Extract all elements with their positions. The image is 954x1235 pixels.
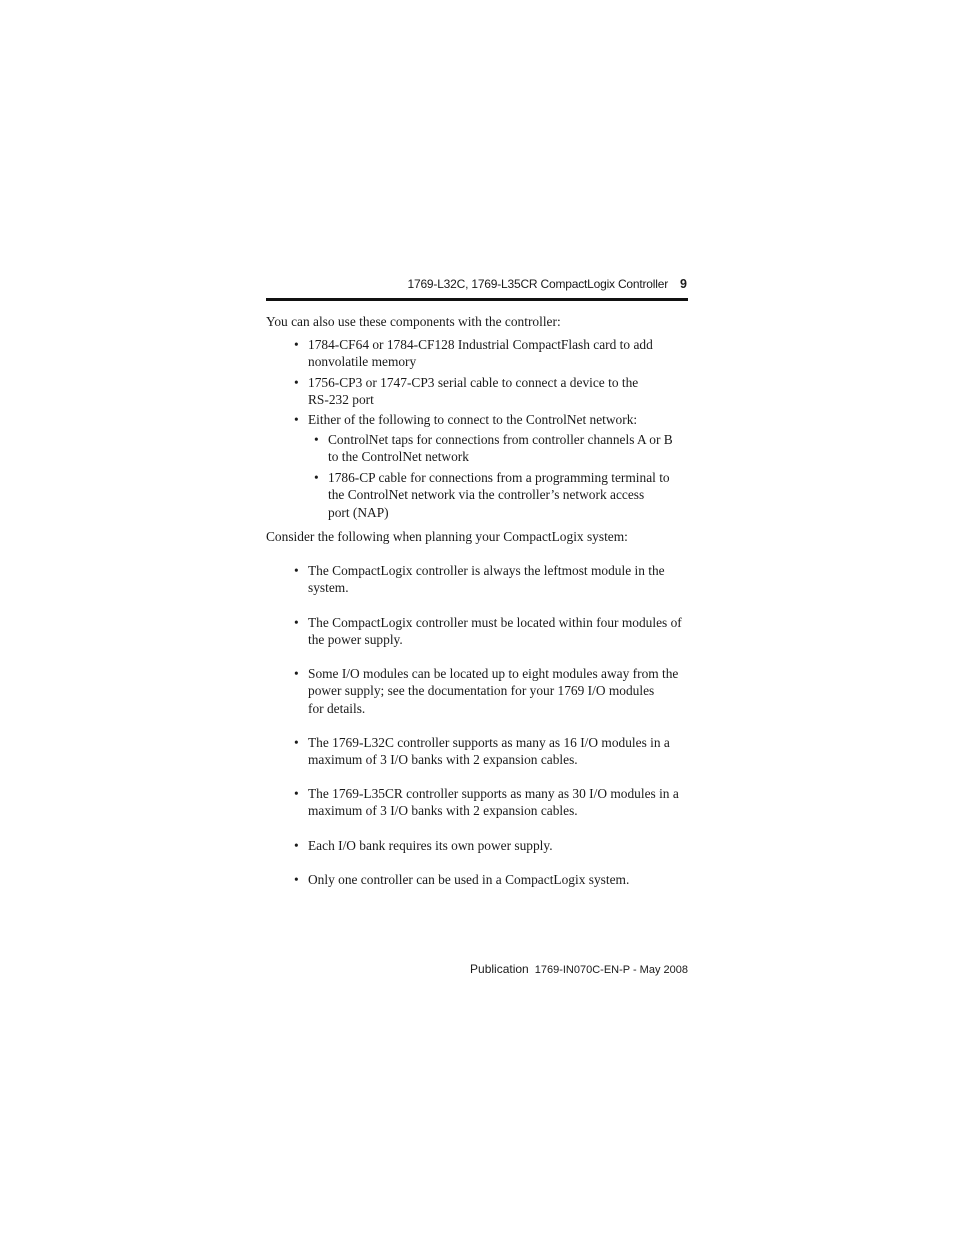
list-item-line: 1756-CP3 or 1747-CP3 serial cable to connect a device to the: [308, 375, 639, 390]
list-item-line: maximum of 3 I/O banks with 2 expansion cables.: [308, 803, 578, 819]
publication-footer: [470, 962, 688, 976]
header-rule: [266, 298, 688, 301]
running-header-title: 1769-L32C, 1769-L35CR CompactLogix Controller: [407, 277, 668, 291]
list-item-line: RS-232 port: [308, 392, 374, 408]
bullet-icon: •: [294, 838, 299, 853]
list-item-line: ControlNet taps for connections from controller channels A or B: [328, 432, 673, 447]
bullet-icon: •: [294, 412, 299, 427]
list-item-line: Only one controller can be used in a CompactLogix system.: [308, 872, 630, 887]
bullet-icon: •: [314, 470, 319, 485]
list-item-line: The CompactLogix controller is always the leftmost module in the: [308, 563, 665, 578]
sub-list-item: [314, 469, 692, 521]
list-item-line: nonvolatile memory: [308, 354, 417, 370]
list-item-line: port (NAP): [328, 504, 389, 520]
planning-intro: Consider the following when planning your CompactLogix system:: [266, 529, 628, 544]
list-item-line: to the ControlNet network: [328, 449, 469, 465]
bullet-icon: •: [294, 615, 299, 630]
list-item: [294, 562, 692, 597]
list-item-line: Some I/O modules can be located up to eight modules away from the: [308, 666, 679, 681]
bullet-icon: •: [294, 786, 299, 801]
list-item: [294, 665, 692, 717]
list-item: [294, 837, 692, 854]
list-item-line: maximum of 3 I/O banks with 2 expansion cables.: [308, 752, 578, 768]
list-item: [294, 374, 692, 409]
list-item: [294, 871, 692, 888]
page-number: 9: [680, 277, 687, 291]
list-item-line: the ControlNet network via the controller’s network access: [328, 487, 645, 503]
bullet-icon: •: [294, 337, 299, 352]
list-item: [294, 336, 692, 371]
list-item: [294, 734, 692, 769]
list-item: [294, 411, 692, 428]
bullet-icon: •: [314, 432, 319, 447]
list-item-line: Each I/O bank requires its own power supply.: [308, 838, 553, 853]
list-item-line: power supply; see the documentation for your 1769 I/O modules: [308, 683, 655, 699]
bullet-icon: •: [294, 735, 299, 750]
sub-list-item: [314, 431, 692, 466]
list-item-line: system.: [308, 580, 349, 596]
publication-label: Publication: [470, 962, 529, 976]
list-item-line: 1786-CP cable for connections from a programming terminal to: [328, 470, 670, 485]
bullet-icon: •: [294, 872, 299, 887]
bullet-icon: •: [294, 375, 299, 390]
components-intro: You can also use these components with the controller:: [266, 314, 561, 329]
list-item-line: 1784-CF64 or 1784-CF128 Industrial CompactFlash card to add: [308, 337, 653, 352]
list-item-line: for details.: [308, 700, 366, 716]
list-item: [294, 614, 692, 649]
list-item-line: the power supply.: [308, 632, 403, 648]
list-item-line: The CompactLogix controller must be located within four modules of: [308, 615, 682, 630]
bullet-icon: •: [294, 563, 299, 578]
bullet-icon: •: [294, 666, 299, 681]
list-item: [294, 785, 692, 820]
list-item-line: The 1769-L35CR controller supports as many as 30 I/O modules in a: [308, 786, 679, 801]
publication-number: 1769-IN070C-EN-P - May 2008: [534, 964, 688, 976]
list-item-line: The 1769-L32C controller supports as many as 16 I/O modules in a: [308, 735, 670, 750]
list-item-line: Either of the following to connect to the ControlNet network:: [308, 412, 638, 427]
